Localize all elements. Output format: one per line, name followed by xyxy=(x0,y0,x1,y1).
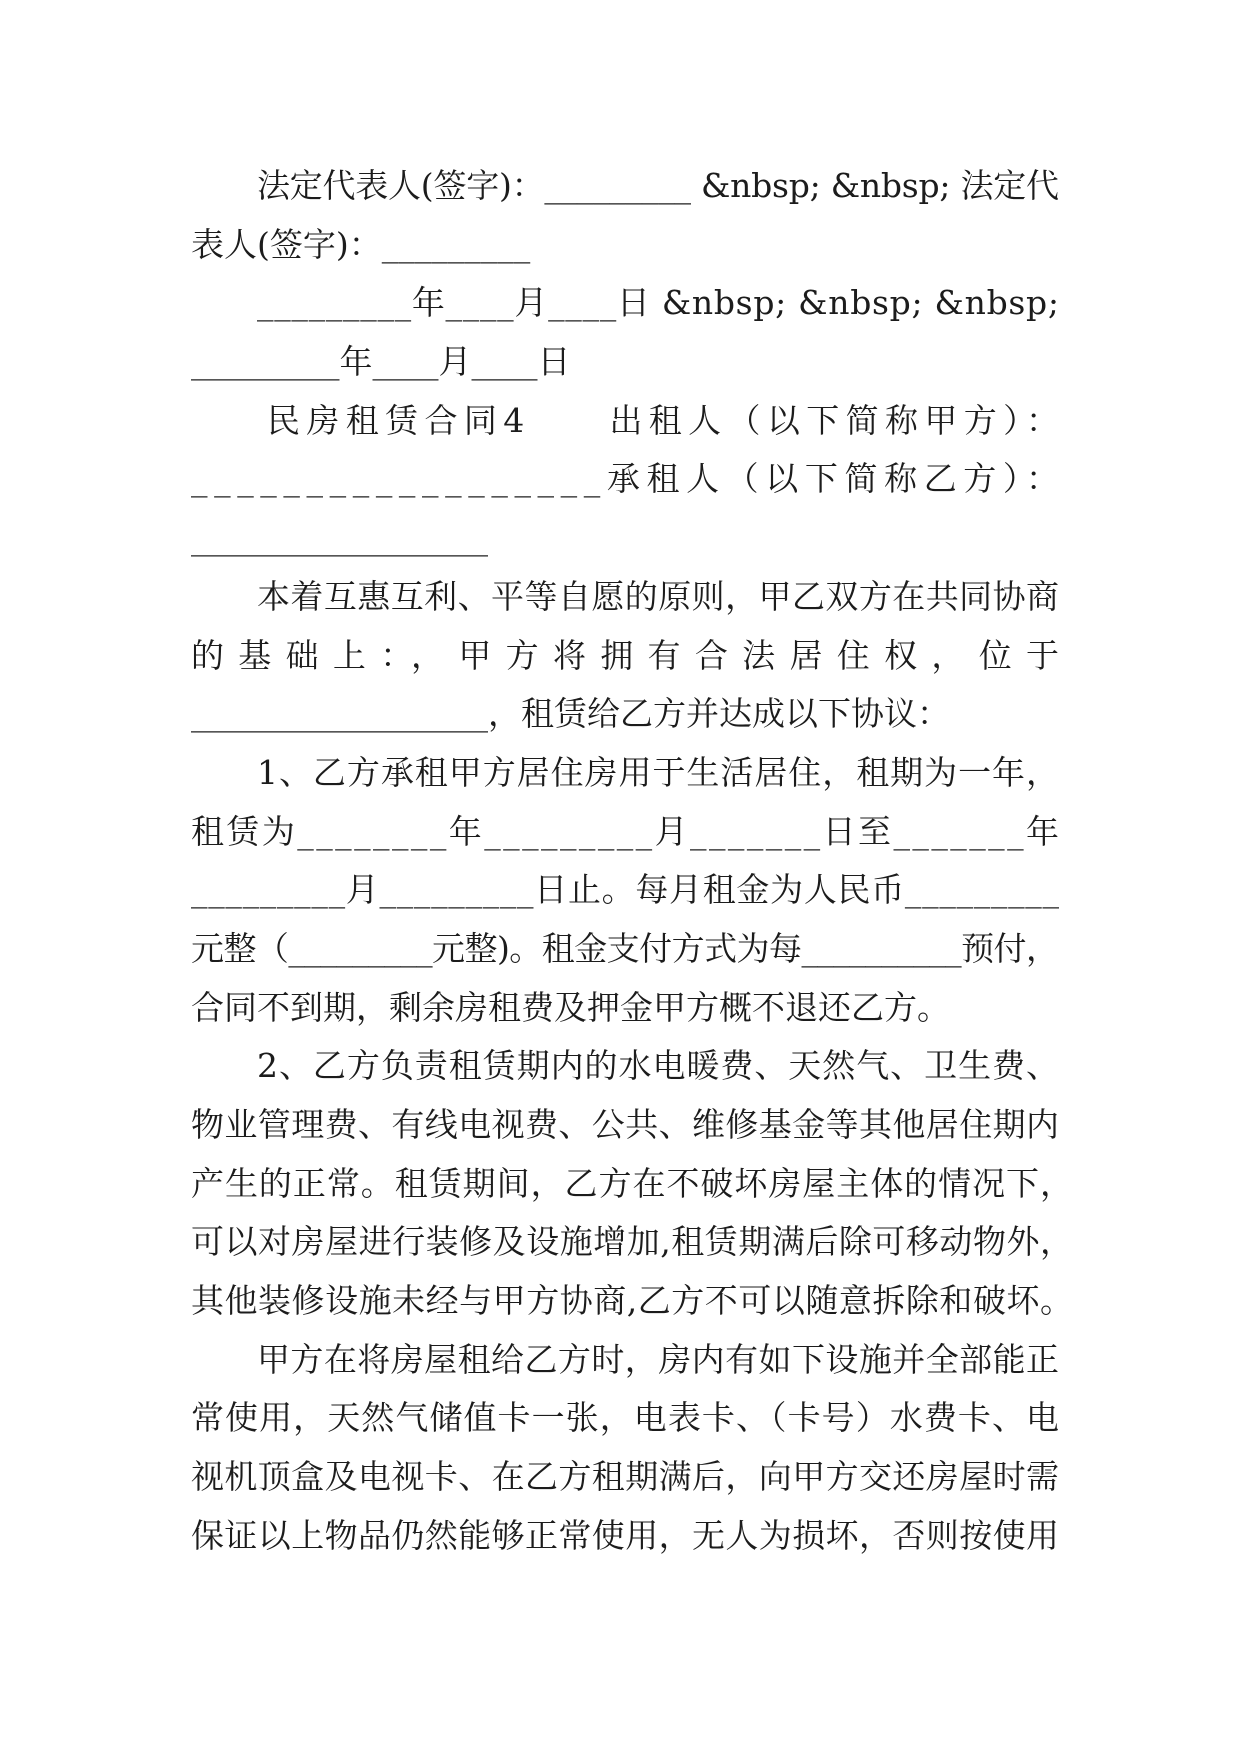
document-line xyxy=(191,450,1066,509)
document-line xyxy=(191,509,1059,568)
document-line xyxy=(191,1155,1073,1214)
signature-paragraph xyxy=(191,157,1059,274)
clause-2-paragraph xyxy=(191,1037,1074,1330)
line-text: 常使用，天然气储值卡一张，电表卡、（卡号）水费卡、电 xyxy=(191,1398,1061,1438)
document-line xyxy=(191,1331,1059,1390)
line-text: 可以对房屋进行装修及设施增加,租赁期满后除可移动物外， xyxy=(191,1222,1074,1262)
document-line xyxy=(191,392,1066,451)
line-text: 表人(签字)：_________ xyxy=(191,224,531,264)
line-text: 本着互惠互利、平等自愿的原则，甲乙双方在共同协商 xyxy=(257,576,1060,616)
line-text: 租赁为________年_________月_______日至_______年 xyxy=(191,811,1062,851)
document-line xyxy=(191,920,1059,979)
line-text: 法定代表人(签字)：_________ &nbsp; &nbsp; 法定代 xyxy=(257,166,1059,205)
line-text: 1、乙方承租甲方居住房用于生活居住，租期为一年， xyxy=(257,752,1060,792)
document-line xyxy=(191,1507,1059,1566)
line-text: _________年____月____日 &nbsp; &nbsp; &nbsp; xyxy=(257,283,1060,323)
document-line xyxy=(191,1389,1059,1448)
contract-parties-paragraph xyxy=(191,392,1066,568)
line-text: __________________ xyxy=(191,518,488,558)
line-text: __________________，租赁给乙方并达成以下协议： xyxy=(191,694,950,734)
line-text: 其他装修设施未经与甲方协商,乙方不可以随意拆除和破坏。 xyxy=(191,1281,1074,1321)
line-text: _________月_________日止。每月租金为人民币_________ xyxy=(191,870,1060,910)
document-line xyxy=(191,333,1059,392)
document-line xyxy=(191,685,1059,744)
document-line xyxy=(191,157,1059,216)
line-text: 2、乙方负责租赁期内的水电暖费、天然气、卫生费、 xyxy=(257,1046,1060,1086)
document-page xyxy=(191,157,1074,1566)
facilities-paragraph xyxy=(191,1331,1059,1566)
document-line xyxy=(191,803,1062,862)
line-text: _________年____月____日 xyxy=(191,342,571,382)
document-line xyxy=(191,568,1059,627)
document-line xyxy=(191,861,1059,920)
date-paragraph xyxy=(191,274,1059,391)
line-text: 民房租赁合同4 出租人（以下简称甲方）： xyxy=(267,400,1066,440)
line-text: 甲方在将房屋租给乙方时，房内有如下设施并全部能正 xyxy=(257,1339,1060,1379)
line-text: 保证以上物品仍然能够正常使用，无人为损坏，否则按使用 xyxy=(191,1515,1060,1555)
line-text: 合同不到期，剩余房租费及押金甲方概不退还乙方。 xyxy=(191,987,950,1027)
line-text: 视机顶盒及电视卡、在乙方租期满后，向甲方交还房屋时需 xyxy=(191,1457,1060,1497)
document-line xyxy=(191,1096,1059,1155)
document-line xyxy=(191,1213,1073,1272)
line-text: 的基础上：，甲方将拥有合法居住权，位于 xyxy=(191,635,1074,675)
document-line xyxy=(191,1037,1059,1096)
document-line xyxy=(191,274,1059,333)
clause-1-paragraph xyxy=(191,744,1062,1037)
document-line xyxy=(191,744,1059,803)
line-text: 物业管理费、有线电视费、公共、维修基金等其他居住期内 xyxy=(191,1105,1060,1144)
document-line xyxy=(191,216,1059,275)
line-text: 产生的正常。租赁期间，乙方在不破坏房屋主体的情况下， xyxy=(191,1163,1074,1203)
document-line xyxy=(191,1448,1059,1507)
line-text: __________________承租人（以下简称乙方）： xyxy=(191,459,1066,499)
line-text: 元整（_________元整)。租金支付方式为每__________预付， xyxy=(191,928,1059,968)
document-line xyxy=(191,1272,1073,1331)
preamble-paragraph xyxy=(191,568,1074,744)
document-line xyxy=(191,979,1059,1038)
document-line xyxy=(191,627,1074,686)
